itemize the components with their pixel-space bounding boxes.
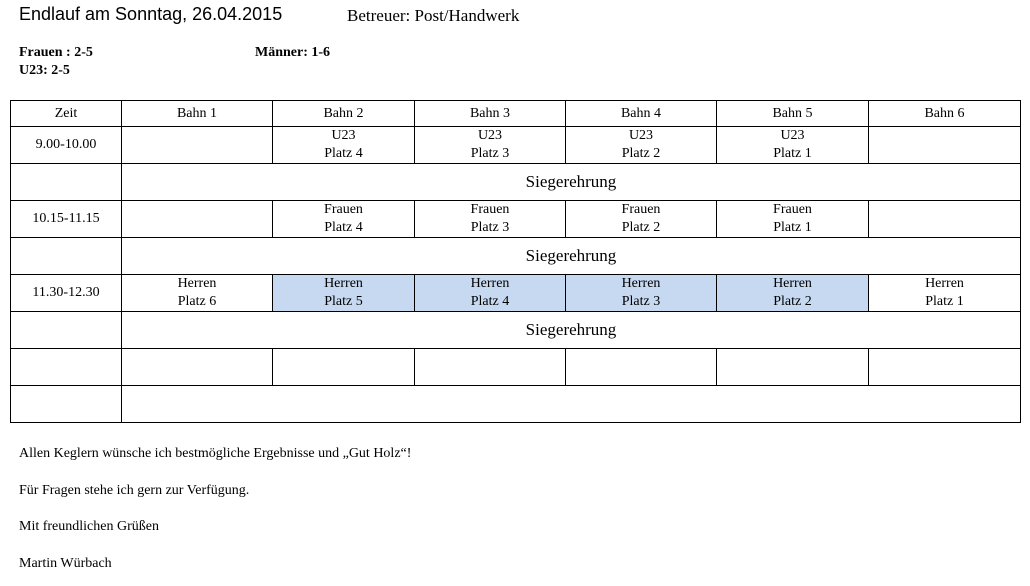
lane-cell <box>869 127 1021 164</box>
place-label: Platz 2 <box>621 146 661 161</box>
empty-cell <box>717 349 869 386</box>
lane-cell <box>717 201 869 238</box>
time-cell: 9.00-10.00 <box>11 127 122 164</box>
group-label: U23 <box>477 128 503 143</box>
lane-cell <box>122 275 273 312</box>
place-label: Platz 4 <box>470 294 510 309</box>
empty-cell <box>11 386 122 423</box>
table-row <box>11 275 1021 312</box>
group-label: Herren <box>773 276 812 291</box>
place-label: Platz 4 <box>324 220 363 235</box>
time-cell: 10.15-11.15 <box>11 201 122 238</box>
group-label: Herren <box>621 276 661 291</box>
ceremony-label: Siegerehrung <box>122 164 1021 201</box>
place-label: Platz 6 <box>177 294 217 309</box>
group-label: Frauen <box>773 202 812 217</box>
supervisor-label: Betreuer: Post/Handwerk <box>347 6 520 25</box>
lane-cell <box>273 127 415 164</box>
place-label: Platz 4 <box>324 146 363 161</box>
place-label: Platz 5 <box>324 294 363 309</box>
lane-cell-highlighted <box>273 275 415 312</box>
empty-cell <box>273 349 415 386</box>
place-label: Platz 3 <box>470 146 510 161</box>
group-label: Herren <box>925 276 964 291</box>
lane-cell <box>415 127 566 164</box>
lane-cell <box>415 201 566 238</box>
footer-questions-line: Für Fragen stehe ich gern zur Verfügung. <box>19 483 250 498</box>
empty-time-cell <box>11 164 122 201</box>
lane-cell <box>122 127 273 164</box>
ceremony-row <box>11 312 1021 349</box>
lane-cell <box>273 201 415 238</box>
group-label: U23 <box>780 128 805 143</box>
group-label: Frauen <box>324 202 363 217</box>
table-row <box>11 201 1021 238</box>
empty-cell <box>566 349 717 386</box>
time-cell: 11.30-12.30 <box>11 275 122 312</box>
empty-cell <box>415 349 566 386</box>
group-label: Herren <box>470 276 510 291</box>
group-label: Herren <box>177 276 217 291</box>
group-label: U23 <box>628 128 654 143</box>
group-label: U23 <box>331 128 356 143</box>
empty-cell <box>11 349 122 386</box>
empty-cell <box>869 349 1021 386</box>
place-label: Platz 3 <box>621 294 661 309</box>
empty-row <box>11 349 1021 386</box>
lane-cell-highlighted <box>415 275 566 312</box>
ceremony-label: Siegerehrung <box>122 238 1021 275</box>
schedule-table <box>10 100 1021 423</box>
info-u23: U23: 2-5 <box>19 63 70 78</box>
place-label: Platz 2 <box>773 294 812 309</box>
place-label: Platz 3 <box>470 220 510 235</box>
footer-signature: Martin Würbach <box>19 556 112 571</box>
ceremony-row <box>11 164 1021 201</box>
lane-cell <box>869 201 1021 238</box>
info-frauen: Frauen : 2-5 <box>19 45 93 60</box>
column-header-bahn-6: Bahn 6 <box>869 101 1021 127</box>
place-label: Platz 2 <box>621 220 661 235</box>
lane-cell-highlighted <box>566 275 717 312</box>
place-label: Platz 1 <box>773 146 812 161</box>
ceremony-row <box>11 238 1021 275</box>
empty-merged-cell <box>122 386 1021 423</box>
info-maenner: Männer: 1-6 <box>255 45 331 60</box>
lane-cell <box>717 127 869 164</box>
group-label: Frauen <box>470 202 510 217</box>
lane-cell-highlighted <box>717 275 869 312</box>
footer-closing-line: Mit freundlichen Grüßen <box>19 519 159 534</box>
empty-time-cell <box>11 238 122 275</box>
lane-cell <box>566 127 717 164</box>
lane-cell <box>869 275 1021 312</box>
table-row <box>11 127 1021 164</box>
column-header-bahn-2: Bahn 2 <box>273 101 415 127</box>
place-label: Platz 1 <box>773 220 812 235</box>
place-label: Platz 1 <box>925 294 964 309</box>
column-header-bahn-5: Bahn 5 <box>717 101 869 127</box>
ceremony-label: Siegerehrung <box>122 312 1021 349</box>
column-header-bahn-1: Bahn 1 <box>122 101 273 127</box>
header-row <box>11 101 1021 127</box>
empty-cell <box>122 349 273 386</box>
group-label: Herren <box>324 276 363 291</box>
group-label: Frauen <box>621 202 661 217</box>
document-title: Endlauf am Sonntag, 26.04.2015 <box>19 4 283 24</box>
lane-cell <box>566 201 717 238</box>
column-header-zeit: Zeit <box>11 101 122 127</box>
column-header-bahn-3: Bahn 3 <box>415 101 566 127</box>
empty-time-cell <box>11 312 122 349</box>
lane-cell <box>122 201 273 238</box>
empty-row <box>11 386 1021 423</box>
column-header-bahn-4: Bahn 4 <box>566 101 717 127</box>
footer-wish-line: Allen Keglern wünsche ich bestmögliche Ergebnisse und „Gut Holz“! <box>19 446 412 461</box>
